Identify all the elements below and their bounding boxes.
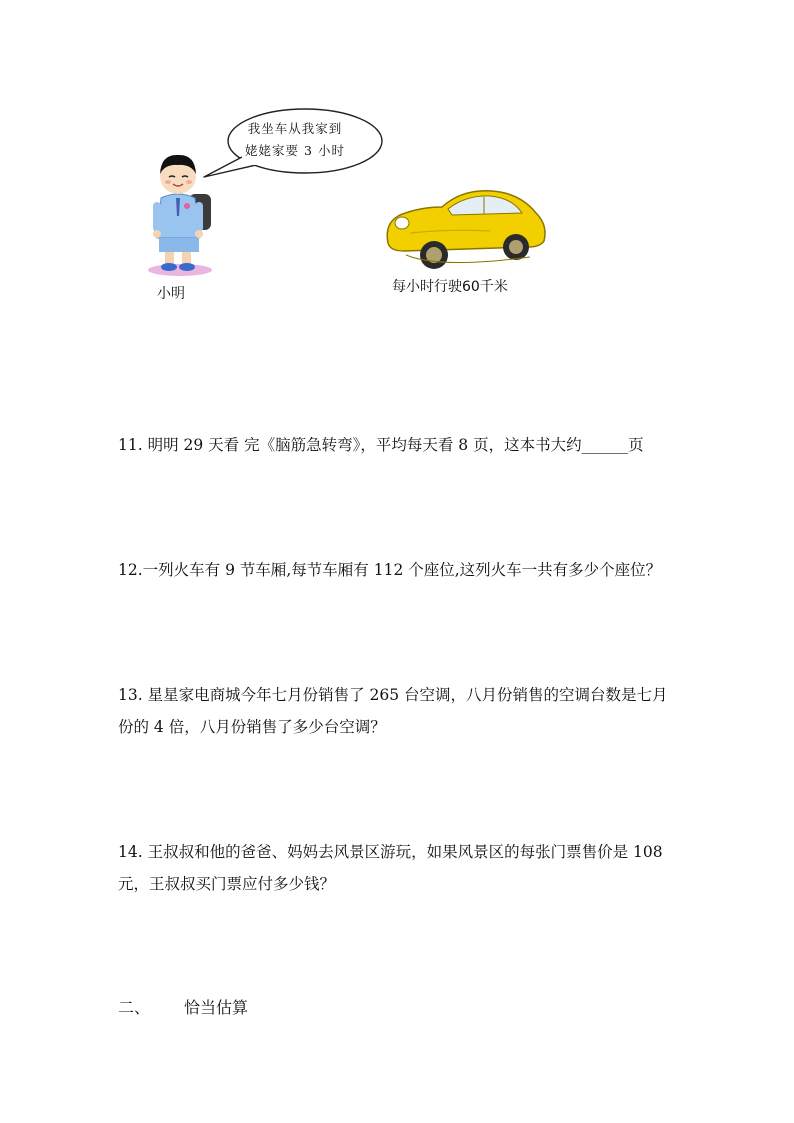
question-number: 12. <box>118 561 143 579</box>
car-label: 每小时行驶60千米 <box>392 279 508 295</box>
question-text: 王叔叔和他的爸爸、妈妈去风景区游玩，如果风景区的每张门票售价是 108 元，王叔叔买门票应付多少钱？ <box>118 843 663 893</box>
question-text: 明明 29 天看 完《脑筋急转弯》，平均每天看 8 页，这本书大约______页 <box>147 436 644 454</box>
question-14 <box>118 836 678 900</box>
section-heading <box>118 995 248 1018</box>
section-title: 恰当估算 <box>184 998 249 1017</box>
question-13 <box>118 679 678 743</box>
question-number: 11. <box>118 436 143 454</box>
section-number: 二、 <box>118 998 151 1017</box>
question-number: 13. <box>118 686 143 704</box>
question-11 <box>118 429 688 461</box>
boy-illustration <box>145 148 225 278</box>
question-number: 14. <box>118 843 143 861</box>
question-text: 星星家电商城今年七月份销售了 265 台空调，八月份销售的空调台数是七月份的 4 倍，八月份销售了多少台空调？ <box>118 686 668 736</box>
speech-bubble-line1: 我坐车从我家到 <box>247 121 343 136</box>
car-illustration <box>380 185 550 275</box>
speech-bubble-text <box>225 118 365 162</box>
question-text: 一列火车有 9 节车厢,每节车厢有 112 个座位,这列火车一共有多少个座位？ <box>142 561 662 579</box>
boy-label: 小明 <box>157 286 185 302</box>
question-12 <box>118 554 688 586</box>
speech-bubble-line2: 姥姥家要 3 小时 <box>245 143 345 158</box>
